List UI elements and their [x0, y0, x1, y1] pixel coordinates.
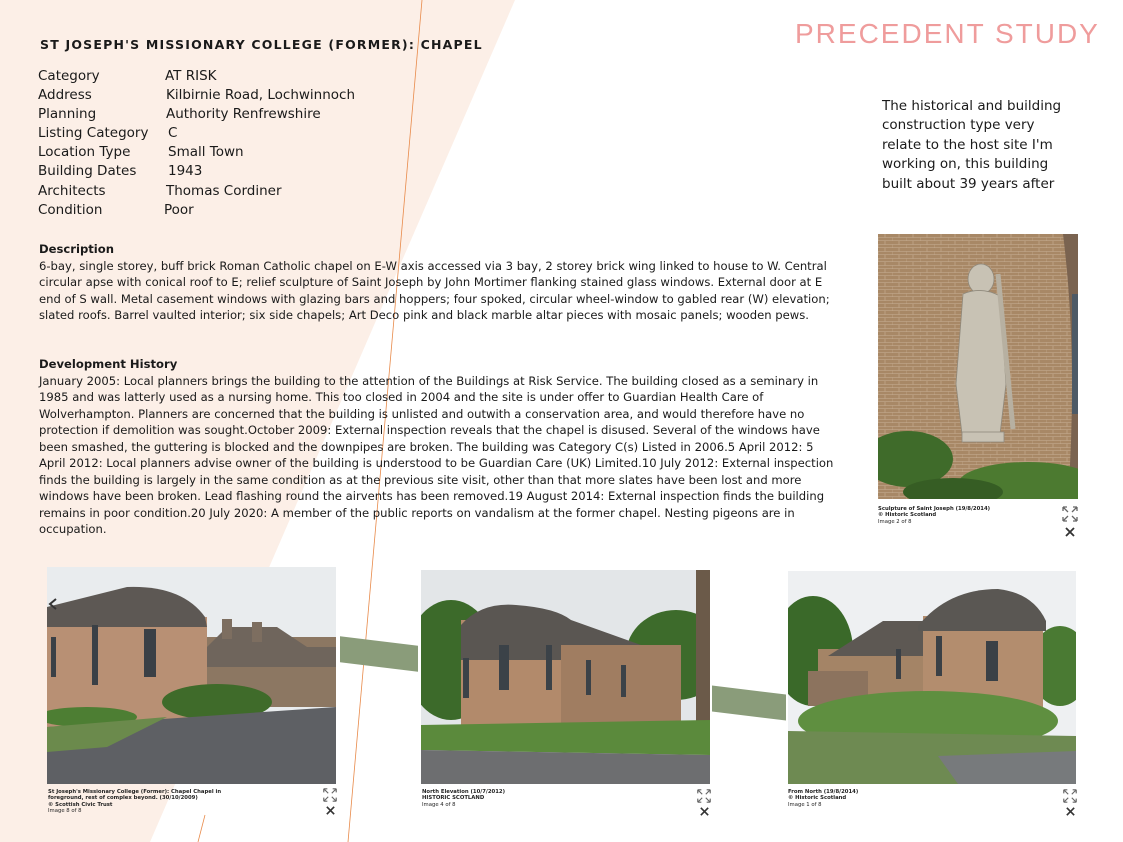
- caption-index: Image 1 of 8: [788, 801, 822, 808]
- caption-credit: © Scottish Civic Trust: [48, 801, 113, 808]
- fact-value: 1943: [168, 163, 203, 180]
- close-icon[interactable]: [325, 805, 336, 816]
- fact-value: Authority Renfrewshire: [166, 106, 321, 123]
- history-section: [39, 356, 835, 538]
- caption-from-north: [788, 789, 988, 808]
- chevron-left-icon[interactable]: [47, 597, 59, 611]
- caption-credit: © Historic Scotland: [878, 512, 937, 519]
- fact-label: Condition: [38, 201, 103, 218]
- side-note: The historical and building construction type very relate to the host site I'm working on, this building built about 39 years after: [882, 98, 1062, 192]
- description-heading: Description: [39, 242, 114, 256]
- caption-north-elevation: [422, 789, 622, 808]
- photo-north-elevation[interactable]: [421, 570, 710, 784]
- caption-credit: HISTORIC SCOTLAND: [422, 795, 485, 802]
- history-text: January 2005: Local planners brings the building to the attention of the Buildings at Risk Service. The building closed as a seminary in 1985 and was latterly used as a nursing home. This too closed in 2004 and the site is under offer to Guardian Health Care of Wolverhampton. Planners are concerned that the building is unlisted and outwith a conservation area, and would therefore have no protection if demolition was sought.October 2009: External inspection reveals that the chapel is disused. Several of the windows have been smashed, the guttering is blocked and the downpipes are broken. The building was Category C(s) Listed in 2006.5 April 2012: 5 April 2012: Local planners advise owner of the building is understood to be Guardian Care (UK) Limited.10 July 2012: External inspection finds the building is largely in the same condition as at the previous site visit, other than that more slates have been lost and more windows have been broken. Lead flashing round the airvents has been removed.19 August 2014: External inspection finds the building remains in poor condition.20 July 2020: A member of the public reports on vandalism at the former chapel. Nesting pigeons are in occupation.: [39, 373, 834, 536]
- fact-label: Listing Category: [38, 125, 149, 142]
- caption-index: Image 8 of 8: [48, 807, 82, 814]
- caption-chapel-foreground: [48, 789, 248, 814]
- fact-value: Kilbirnie Road, Lochwinnoch: [166, 87, 356, 104]
- caption-index: Image 4 of 8: [422, 801, 456, 808]
- caption-title: From North (19/8/2014): [788, 789, 859, 795]
- history-heading: Development History: [39, 357, 178, 371]
- expand-icon[interactable]: [1061, 505, 1079, 523]
- fact-value: Poor: [164, 201, 194, 218]
- fact-label: Building Dates: [38, 163, 137, 180]
- building-title: ST JOSEPH'S MISSIONARY COLLEGE (FORMER): CHAPEL: [40, 37, 483, 52]
- close-icon[interactable]: [1065, 806, 1076, 817]
- expand-icon[interactable]: [696, 788, 712, 804]
- close-icon[interactable]: [699, 806, 710, 817]
- description-section: [39, 241, 839, 324]
- fact-label: Category: [38, 68, 100, 84]
- description-text: 6-bay, single storey, buff brick Roman Catholic chapel on E-W axis accessed via 3 bay, 2 storey brick wing linked to house to W. Central circular apse with conical roof to E; relief sculpture of Saint Joseph by John Mortimer flanking stained glass windows. External door at E end of S wall. Metal casement windows with glazing bars and hoppers; four spoked, circular wheel-window to gabled rear (W) elevation; slated roofs. Barrel vaulted interior; six side chapels; Art Deco pink and black marble altar pieces with mosaic panels; wooden pews.: [39, 258, 830, 322]
- caption-sculpture: [878, 506, 1058, 525]
- fact-label: Planning: [38, 106, 97, 123]
- photo-from-north[interactable]: [788, 571, 1076, 784]
- caption-title: St Joseph's Missionary College (Former): Chapel Chapel in foreground, rest of complex beyond. (30/10/2009): [48, 789, 222, 802]
- fact-label: Location Type: [38, 144, 131, 161]
- fact-label: Address: [38, 87, 92, 104]
- close-icon[interactable]: [1064, 526, 1076, 538]
- page-heading: PRECEDENT STUDY: [795, 18, 1100, 49]
- caption-credit: © Historic Scotland: [788, 795, 847, 802]
- fact-value: Thomas Cordiner: [166, 182, 282, 199]
- caption-index: Image 2 of 8: [878, 518, 912, 525]
- expand-icon[interactable]: [1062, 788, 1078, 804]
- fact-value: Small Town: [168, 144, 244, 161]
- fact-value: C: [168, 125, 178, 142]
- caption-title: Sculpture of Saint Joseph (19/8/2014): [878, 506, 991, 512]
- photo-sculpture[interactable]: [878, 234, 1078, 499]
- photo-chapel-foreground[interactable]: [47, 567, 336, 784]
- fact-label: Architects: [38, 182, 106, 199]
- fact-value: AT RISK: [165, 68, 217, 84]
- caption-title: North Elevation (10/7/2012): [422, 789, 505, 795]
- expand-icon[interactable]: [322, 787, 338, 803]
